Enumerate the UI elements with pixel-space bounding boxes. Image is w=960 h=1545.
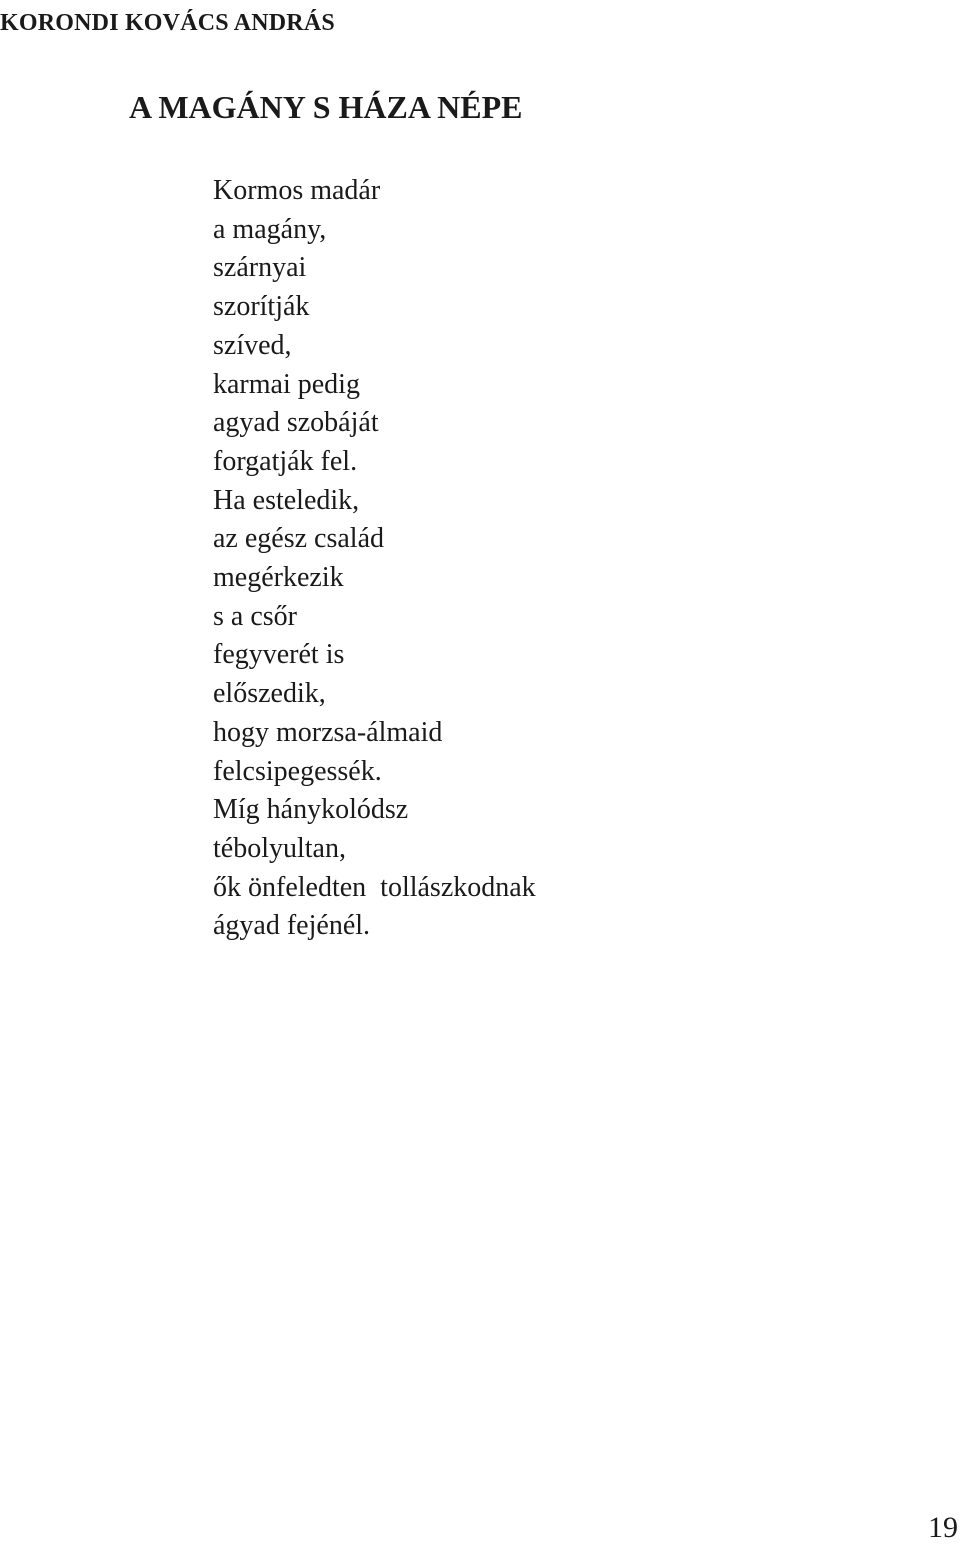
poem-line: szíved, [213,329,292,361]
poem-line: a magány, [213,213,327,245]
poem-line: tébolyultan, [213,832,346,864]
poem-line: előszedik, [213,678,326,710]
poem-line: felcsipegessék. [213,755,382,787]
poem-line: Míg hánykolódsz [213,794,409,826]
poem-line: szárnyai [213,252,307,284]
poem-line: megérkezik [213,562,344,594]
poem-line: agyad szobáját [213,407,379,439]
poem-line: ők önfeledten tollászkodnak [213,871,536,903]
poem-line: hogy morzsa-álmaid [213,716,443,748]
poem-line: ágyad fejénél. [213,910,371,942]
poem-line: Ha esteledik, [213,484,360,516]
poem-title: A MAGÁNY S HÁZA NÉPE [129,89,523,125]
poem-line: szorítják [213,291,310,323]
poem-line: Kormos madár [213,175,381,206]
poem-body [213,172,536,946]
page-number: 19 [928,1511,958,1544]
poem-line: fegyverét is [213,639,345,671]
poem-line: az egész család [213,523,384,555]
poem-line: s a csőr [213,600,297,632]
poem-line: karmai pedig [213,368,360,400]
poem-line: forgatják fel. [213,445,358,477]
author-name: KORONDI KOVÁCS ANDRÁS [0,10,335,36]
